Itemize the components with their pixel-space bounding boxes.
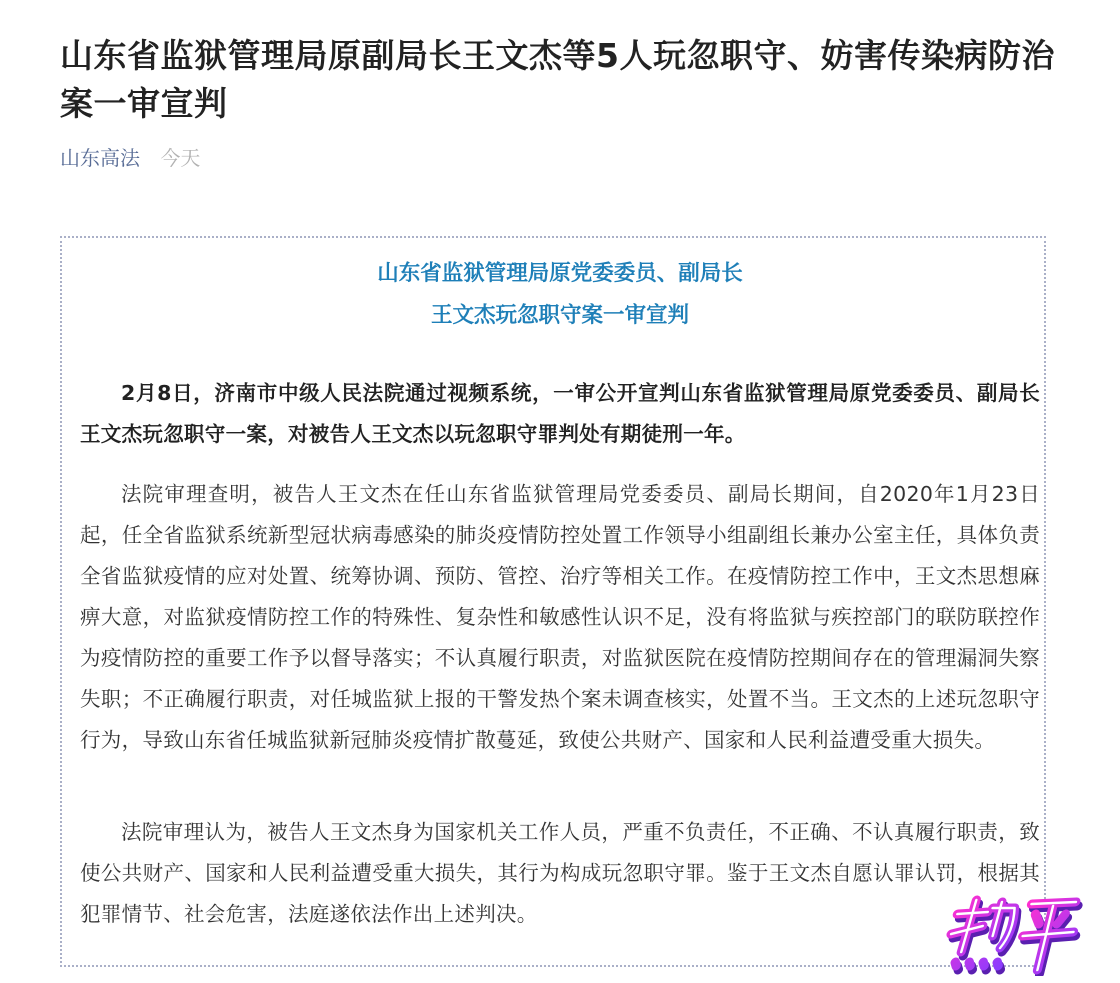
- body-paragraph-findings: 法院审理查明，被告人王文杰在任山东省监狱管理局党委委员、副局长期间，自2020年1月23日起，任全省监狱系统新型冠状病毒感染的肺炎疫情防控处置工作领导小组副组长兼办公室主任，具体负责全省监狱疫情的应对处置、统筹协调、预防、管控、治疗等相关工作。在疫情防控工作中，王文杰思想麻痹大意，对监狱疫情防控工作的特殊性、复杂性和敏感性认识不足，没有将监狱与疾控部门的联防联控作为疫情防控的重要工作予以督导落实；不认真履行职责，对监狱医院在疫情防控期间存在的管理漏洞失察失职；不正确履行职责，对任城监狱上报的干警发热个案未调查核实，处置不当。王文杰的上述玩忽职守行为，导致山东省任城监狱新冠肺炎疫情扩散蔓延，致使公共财产、国家和人民利益遭受重大损失。: [80, 482, 1040, 752]
- reping-logo-icon: [938, 892, 1094, 976]
- reping-logo-watermark: [938, 892, 1094, 976]
- lead-paragraph: 2月8日，济南市中级人民法院通过视频系统，一审公开宣判山东省监狱管理局原党委委员、副局长王文杰玩忽职守一案，对被告人王文杰以玩忽职守罪判处有期徒刑一年。: [80, 381, 1040, 446]
- account-name-link[interactable]: 山东高法: [60, 146, 140, 170]
- article-title: 山东省监狱管理局原副局长王文杰等5人玩忽职守、妨害传染病防治案一审宣判: [60, 36, 1055, 123]
- publish-time: 今天: [160, 146, 201, 170]
- section-subtitle-line2: 王文杰玩忽职守案一审宣判: [430, 303, 689, 328]
- body-paragraph-verdict: 法院审理认为，被告人王文杰身为国家机关工作人员，严重不负责任，不正确、不认真履行职责，致使公共财产、国家和人民利益遭受重大损失，其行为构成玩忽职守罪。鉴于王文杰自愿认罪认罚，根据其犯罪情节、社会危害，法庭遂依法作出上述判决。: [80, 820, 1040, 926]
- article-meta: [60, 143, 200, 173]
- section-subtitle-line1: 山东省监狱管理局原党委委员、副局长: [377, 261, 743, 286]
